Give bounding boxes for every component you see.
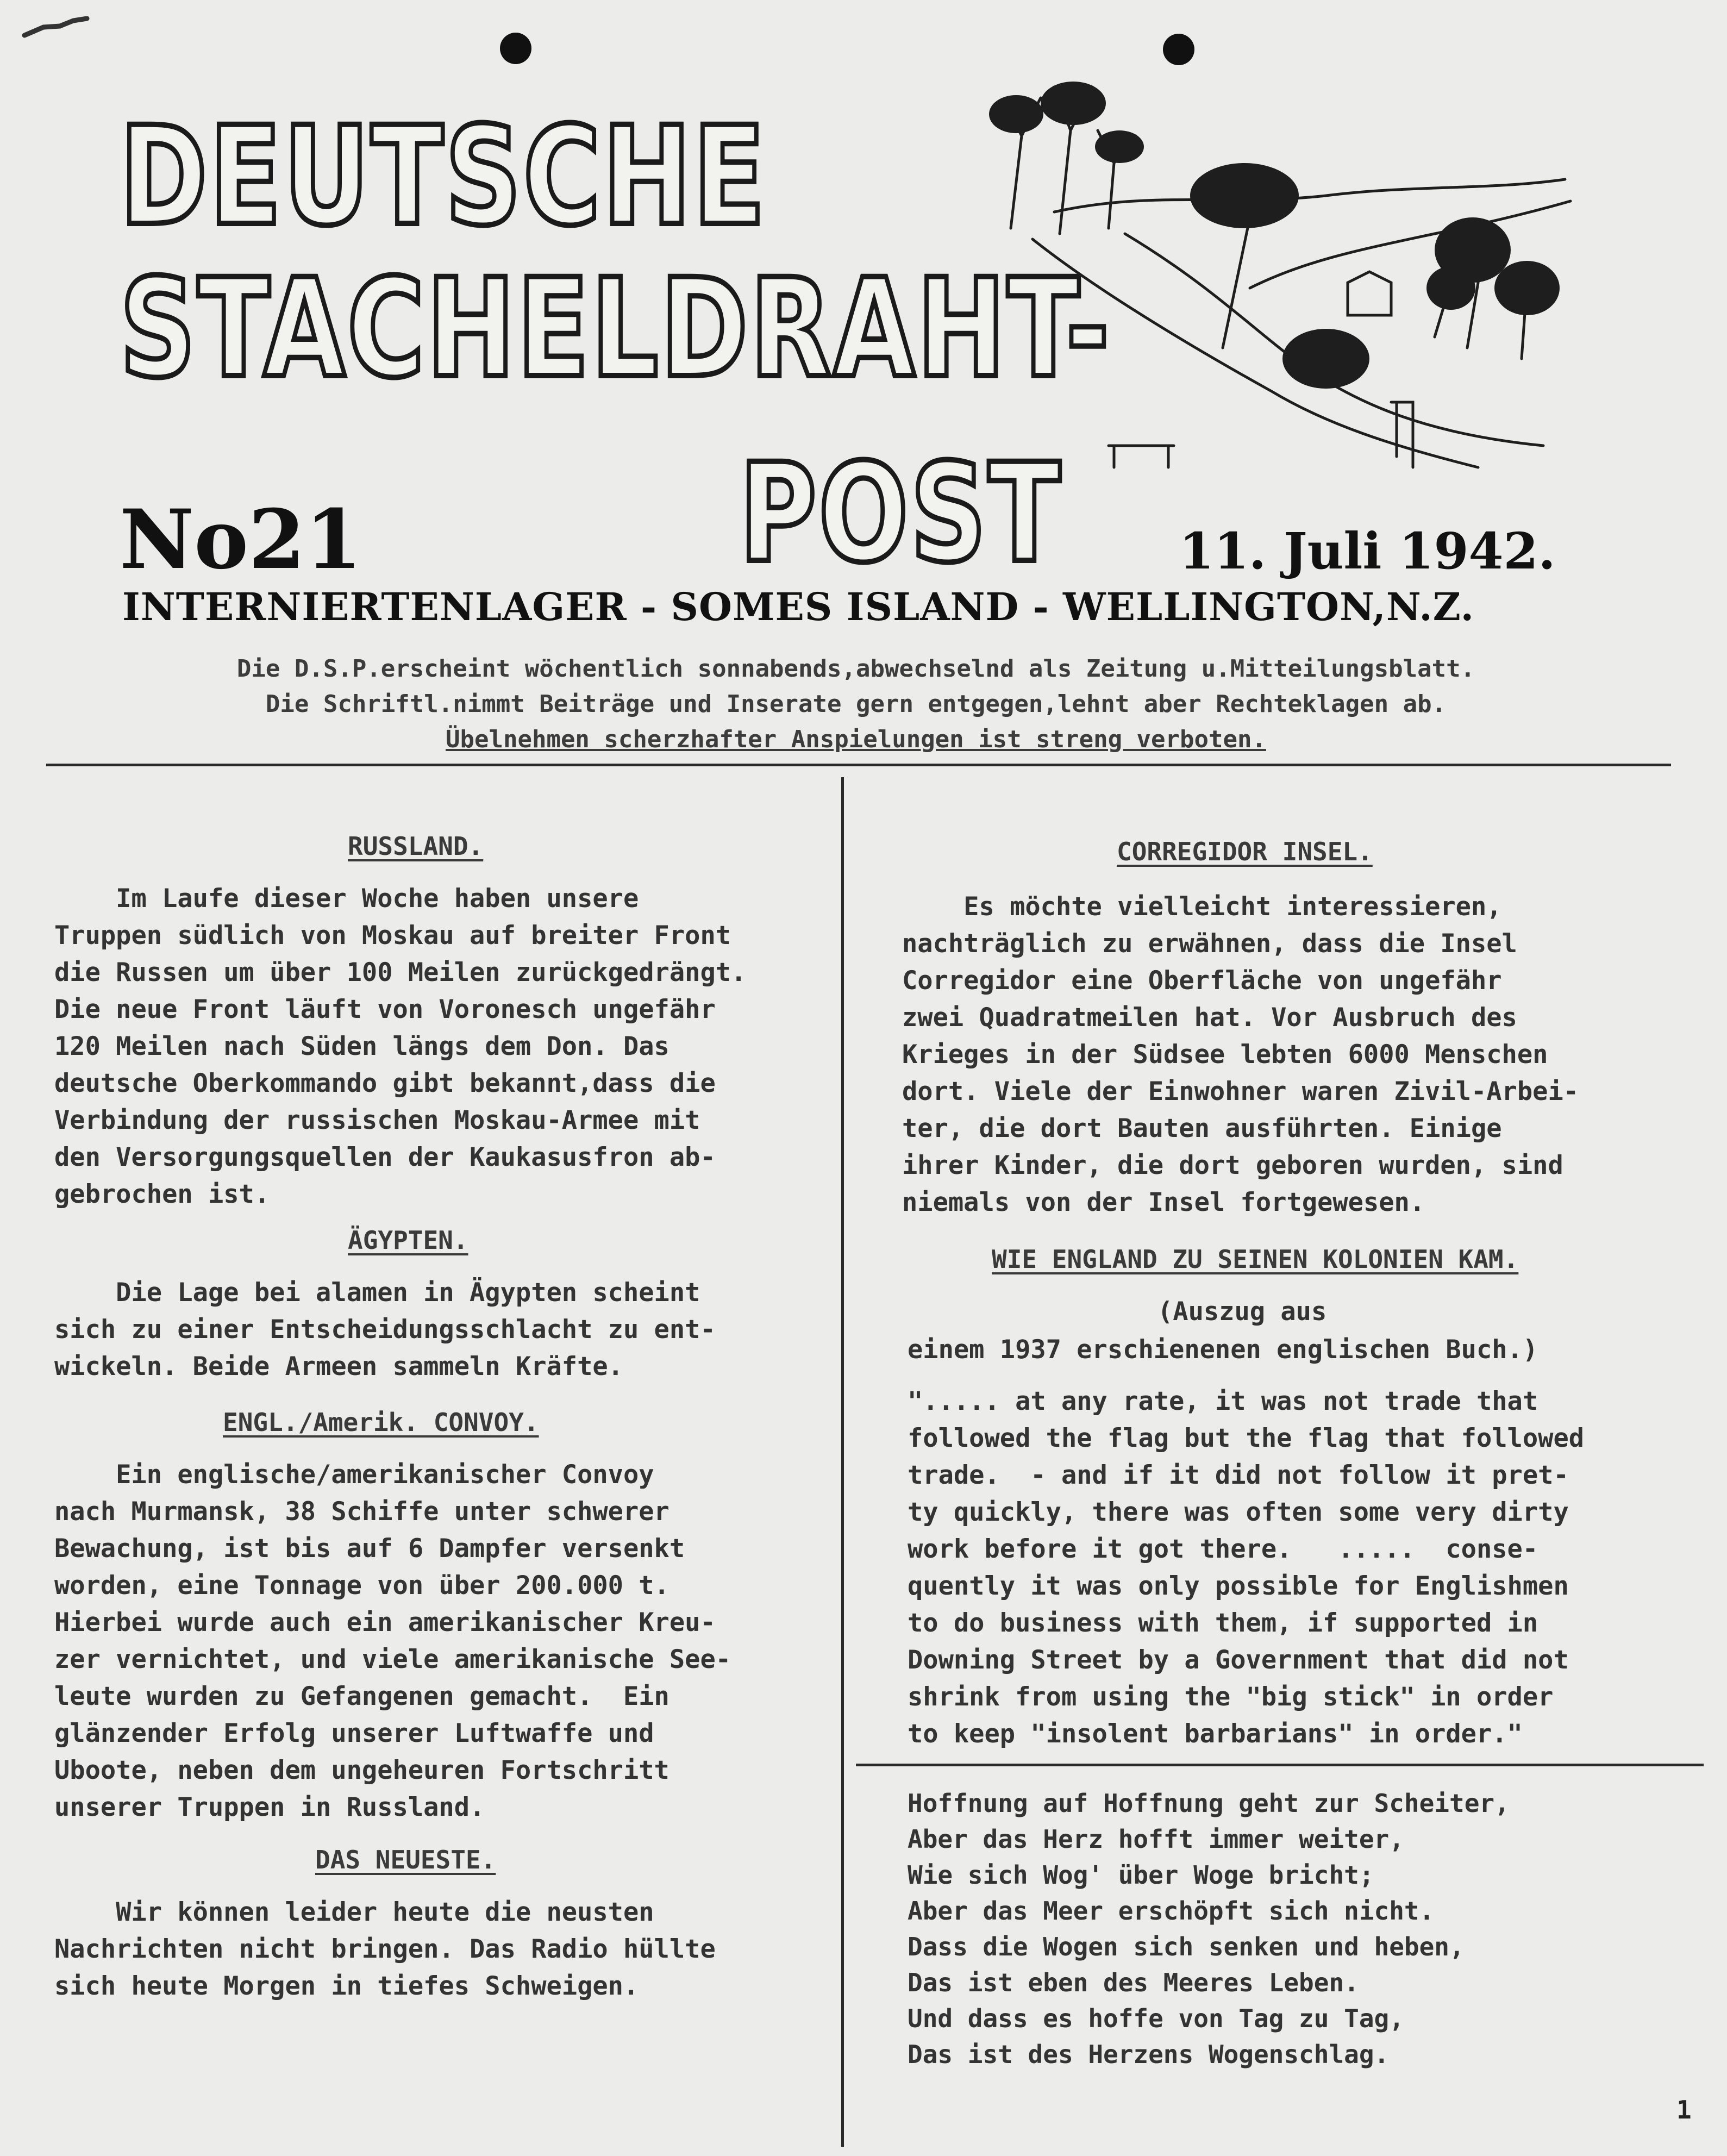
text-line: Bewachung, ist bis auf 6 Dampfer versenkt	[54, 1534, 685, 1564]
text-line: Nachrichten nicht bringen. Das Radio hüllte	[54, 1934, 716, 1964]
poem-line: Aber das Herz hofft immer weiter,	[908, 1824, 1404, 1854]
poem-line: Hoffnung auf Hoffnung geht zur Scheiter,	[908, 1789, 1510, 1818]
text-line: zwei Quadratmeilen hat. Vor Ausbruch des	[902, 1003, 1517, 1033]
issue-date: 11. Juli 1942.	[1179, 522, 1556, 580]
text-line: quently it was only possible for Englishmen	[908, 1571, 1569, 1601]
poem-line: Und dass es hoffe von Tag zu Tag,	[908, 2004, 1404, 2033]
text-line: Im Laufe dieser Woche haben unsere	[54, 884, 639, 914]
poem-line: Das ist eben des Meeres Leben.	[908, 1968, 1359, 1997]
text-line: leute wurden zu Gefangenen gemacht. Ein	[54, 1682, 669, 1711]
text-line: Uboote, neben dem ungeheuren Fortschritt	[54, 1755, 669, 1785]
text-line: ty quickly, there was often some very dirty	[908, 1497, 1569, 1527]
poem	[908, 1785, 1510, 2072]
poem-line: Aber das Meer erschöpft sich nicht.	[908, 1896, 1435, 1926]
text-line: ter, die dort Bauten ausführten. Einige	[902, 1114, 1502, 1143]
text-line: gebrochen ist.	[54, 1179, 270, 1209]
article-corregidor	[902, 889, 1579, 1221]
text-line: Corregidor eine Oberfläche von ungefähr	[902, 966, 1502, 996]
notice-line: Die D.S.P.erscheint wöchentlich sonnabends,abwechselnd als Zeitung u.Mitteilungsblatt.	[236, 655, 1475, 683]
text-line: Wir können leider heute die neusten	[54, 1897, 654, 1927]
article-convoy	[54, 1457, 731, 1826]
text-line: work before it got there. ..... conse-	[908, 1534, 1538, 1564]
text-line: glänzender Erfolg unserer Luftwaffe und	[54, 1718, 654, 1748]
article-england	[908, 1383, 1584, 1753]
poem-line: Dass die Wogen sich senken und heben,	[908, 1932, 1465, 1961]
heading-corregidor: CORREGIDOR INSEL.	[1117, 837, 1373, 866]
heading-aegypten: ÄGYPTEN.	[348, 1226, 468, 1255]
column-divider	[841, 777, 844, 2147]
text-line: die Russen um über 100 Meilen zurückgedrängt.	[54, 958, 747, 988]
right-column-rule	[856, 1764, 1704, 1766]
notice-line: Die Schriftl.nimmt Beiträge und Inserate gern entgegen,lehnt aber Rechteklagen ab.	[265, 690, 1447, 718]
text-line: niemals von der Insel fortgewesen.	[902, 1188, 1425, 1217]
text-line: Ein englische/amerikanischer Convoy	[54, 1460, 654, 1490]
issue-number: No21	[120, 492, 362, 588]
page-number: 1	[1676, 2095, 1692, 2124]
heading-russland: RUSSLAND.	[348, 832, 484, 861]
text-line: dort. Viele der Einwohner waren Zivil-Arbei-	[902, 1077, 1579, 1107]
poem-line: Das ist des Herzens Wogenschlag.	[908, 2040, 1390, 2069]
article-neueste	[54, 1894, 716, 2005]
england-subtitle-2: einem 1937 erschienenen englischen Buch.)	[908, 1335, 1538, 1365]
text-line: Downing Street by a Government that did not	[908, 1645, 1569, 1675]
camp-location: INTERNIERTENLAGER - SOMES ISLAND - WELLINGTON,N.Z.	[122, 584, 1475, 629]
england-subtitle-1: (Auszug aus	[1157, 1297, 1327, 1327]
header-rule	[46, 764, 1671, 766]
notice-line: Übelnehmen scherzhafter Anspielungen ist streng verboten.	[446, 726, 1266, 753]
text-line: Die Lage bei alamen in Ägypten scheint	[54, 1278, 700, 1308]
text-line: trade. - and if it did not follow it pret-	[908, 1460, 1569, 1490]
text-line: deutsche Oberkommando gibt bekannt,dass die	[54, 1068, 716, 1098]
heading-neueste: DAS NEUESTE.	[315, 1845, 496, 1874]
landscape-illustration	[946, 54, 1587, 473]
text-line: den Versorgungsquellen der Kaukasusfron ab-	[54, 1142, 716, 1172]
text-line: 120 Meilen nach Süden längs dem Don. Das	[54, 1032, 669, 1061]
article-aegypten	[54, 1274, 716, 1385]
text-line: Hierbei wurde auch ein amerikanischer Kreu-	[54, 1608, 716, 1638]
text-line: "..... at any rate, it was not trade that	[908, 1386, 1538, 1416]
ink-smudge	[22, 16, 98, 38]
masthead-title-line3: POST	[739, 434, 1062, 592]
text-line: zer vernichtet, und viele amerikanische See-	[54, 1645, 731, 1674]
article-russland	[54, 880, 746, 1213]
heading-convoy: ENGL./Amerik. CONVOY.	[223, 1408, 539, 1437]
punch-hole-left	[500, 33, 531, 64]
text-line: worden, eine Tonnage von über 200.000 t.	[54, 1571, 669, 1601]
text-line: Die neue Front läuft von Voronesch ungefähr	[54, 995, 716, 1024]
text-line: Es möchte vielleicht interessieren,	[902, 892, 1502, 922]
text-line: Krieges in der Südsee lebten 6000 Menschen	[902, 1040, 1548, 1070]
poem-line: Wie sich Wog' über Woge bricht;	[908, 1860, 1374, 1890]
text-line: wickeln. Beide Armeen sammeln Kräfte.	[54, 1352, 623, 1382]
text-line: nach Murmansk, 38 Schiffe unter schwerer	[54, 1497, 669, 1527]
text-line: nachträglich zu erwähnen, dass die Insel	[902, 929, 1517, 959]
text-line: to keep "insolent barbarians" in order."	[908, 1719, 1523, 1749]
masthead-title-line2: STACHELDRAHT-	[120, 249, 1111, 408]
text-line: Truppen südlich von Moskau auf breiter Front	[54, 921, 731, 951]
text-line: unserer Truppen in Russland.	[54, 1792, 485, 1822]
text-line: to do business with them, if supported in	[908, 1608, 1538, 1638]
heading-england: WIE ENGLAND ZU SEINEN KOLONIEN KAM.	[992, 1245, 1519, 1274]
text-line: Verbindung der russischen Moskau-Armee mit	[54, 1105, 700, 1135]
text-line: sich heute Morgen in tiefes Schweigen.	[54, 1971, 639, 2001]
text-line: sich zu einer Entscheidungsschlacht zu ent-	[54, 1315, 716, 1345]
text-line: shrink from using the "big stick" in order	[908, 1682, 1554, 1712]
text-line: followed the flag but the flag that followed	[908, 1423, 1585, 1453]
text-line: ihrer Kinder, die dort geboren wurden, sind	[902, 1151, 1563, 1180]
masthead-title-line1: DEUTSCHE	[120, 97, 767, 255]
